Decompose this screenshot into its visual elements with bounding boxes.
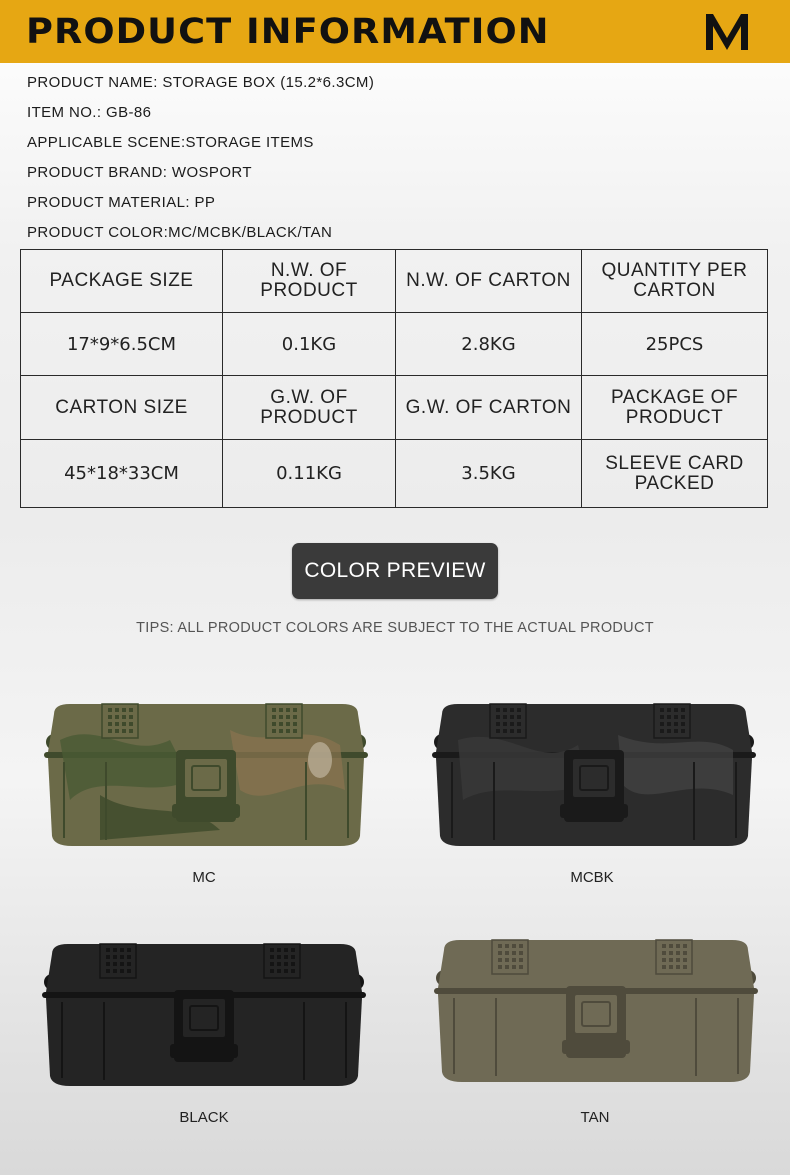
table-value-cell: 3.5KG [396, 440, 582, 508]
color-preview-button[interactable]: COLOR PREVIEW [292, 543, 498, 599]
color-label-black: BLACK [179, 1109, 229, 1126]
table-header-cell: G.W. OF PRODUCT [223, 376, 396, 440]
info-item-no: ITEM NO.: GB-86 [27, 104, 152, 121]
storage-box-mc-image [40, 700, 372, 850]
tips-text: TIPS: ALL PRODUCT COLORS ARE SUBJECT TO THE ACTUAL PRODUCT [136, 620, 654, 636]
info-product-color: PRODUCT COLOR:MC/MCBK/BLACK/TAN [27, 224, 333, 241]
info-product-name: PRODUCT NAME: STORAGE BOX (15.2*6.3CM) [27, 74, 375, 91]
page-title: PRODUCT INFORMATION [26, 12, 550, 52]
product-info-list [27, 72, 374, 252]
brand-logo-icon [704, 12, 750, 52]
table-header-cell: PACKAGE SIZE [21, 250, 223, 313]
table-header-cell: N.W. OF CARTON [396, 250, 582, 313]
storage-box-tan-image [430, 936, 762, 1086]
table-value-cell: 2.8KG [396, 313, 582, 376]
table-value-cell: 25PCS [582, 313, 768, 376]
table-row [21, 376, 768, 440]
color-label-mcbk: MCBK [570, 869, 614, 886]
table-header-cell: N.W. OF PRODUCT [223, 250, 396, 313]
table-value-cell: 0.1KG [223, 313, 396, 376]
info-applicable-scene: APPLICABLE SCENE:STORAGE ITEMS [27, 134, 314, 151]
table-row [21, 313, 768, 376]
header-bar [0, 0, 790, 63]
table-header-cell: QUANTITY PER CARTON [582, 250, 768, 313]
table-value-cell: SLEEVE CARD PACKED [582, 440, 768, 508]
storage-box-black-image [38, 940, 370, 1090]
table-value-cell: 45*18*33CM [21, 440, 223, 508]
info-product-material: PRODUCT MATERIAL: PP [27, 194, 216, 211]
table-row [21, 250, 768, 313]
color-label-tan: TAN [580, 1109, 610, 1126]
table-row [21, 440, 768, 508]
table-header-cell: CARTON SIZE [21, 376, 223, 440]
spec-table [20, 249, 768, 508]
table-value-cell: 17*9*6.5CM [21, 313, 223, 376]
color-label-mc: MC [192, 869, 216, 886]
info-product-brand: PRODUCT BRAND: WOSPORT [27, 164, 252, 181]
table-value-cell: 0.11KG [223, 440, 396, 508]
storage-box-mcbk-image [428, 700, 760, 850]
table-header-cell: PACKAGE OF PRODUCT [582, 376, 768, 440]
table-header-cell: G.W. OF CARTON [396, 376, 582, 440]
